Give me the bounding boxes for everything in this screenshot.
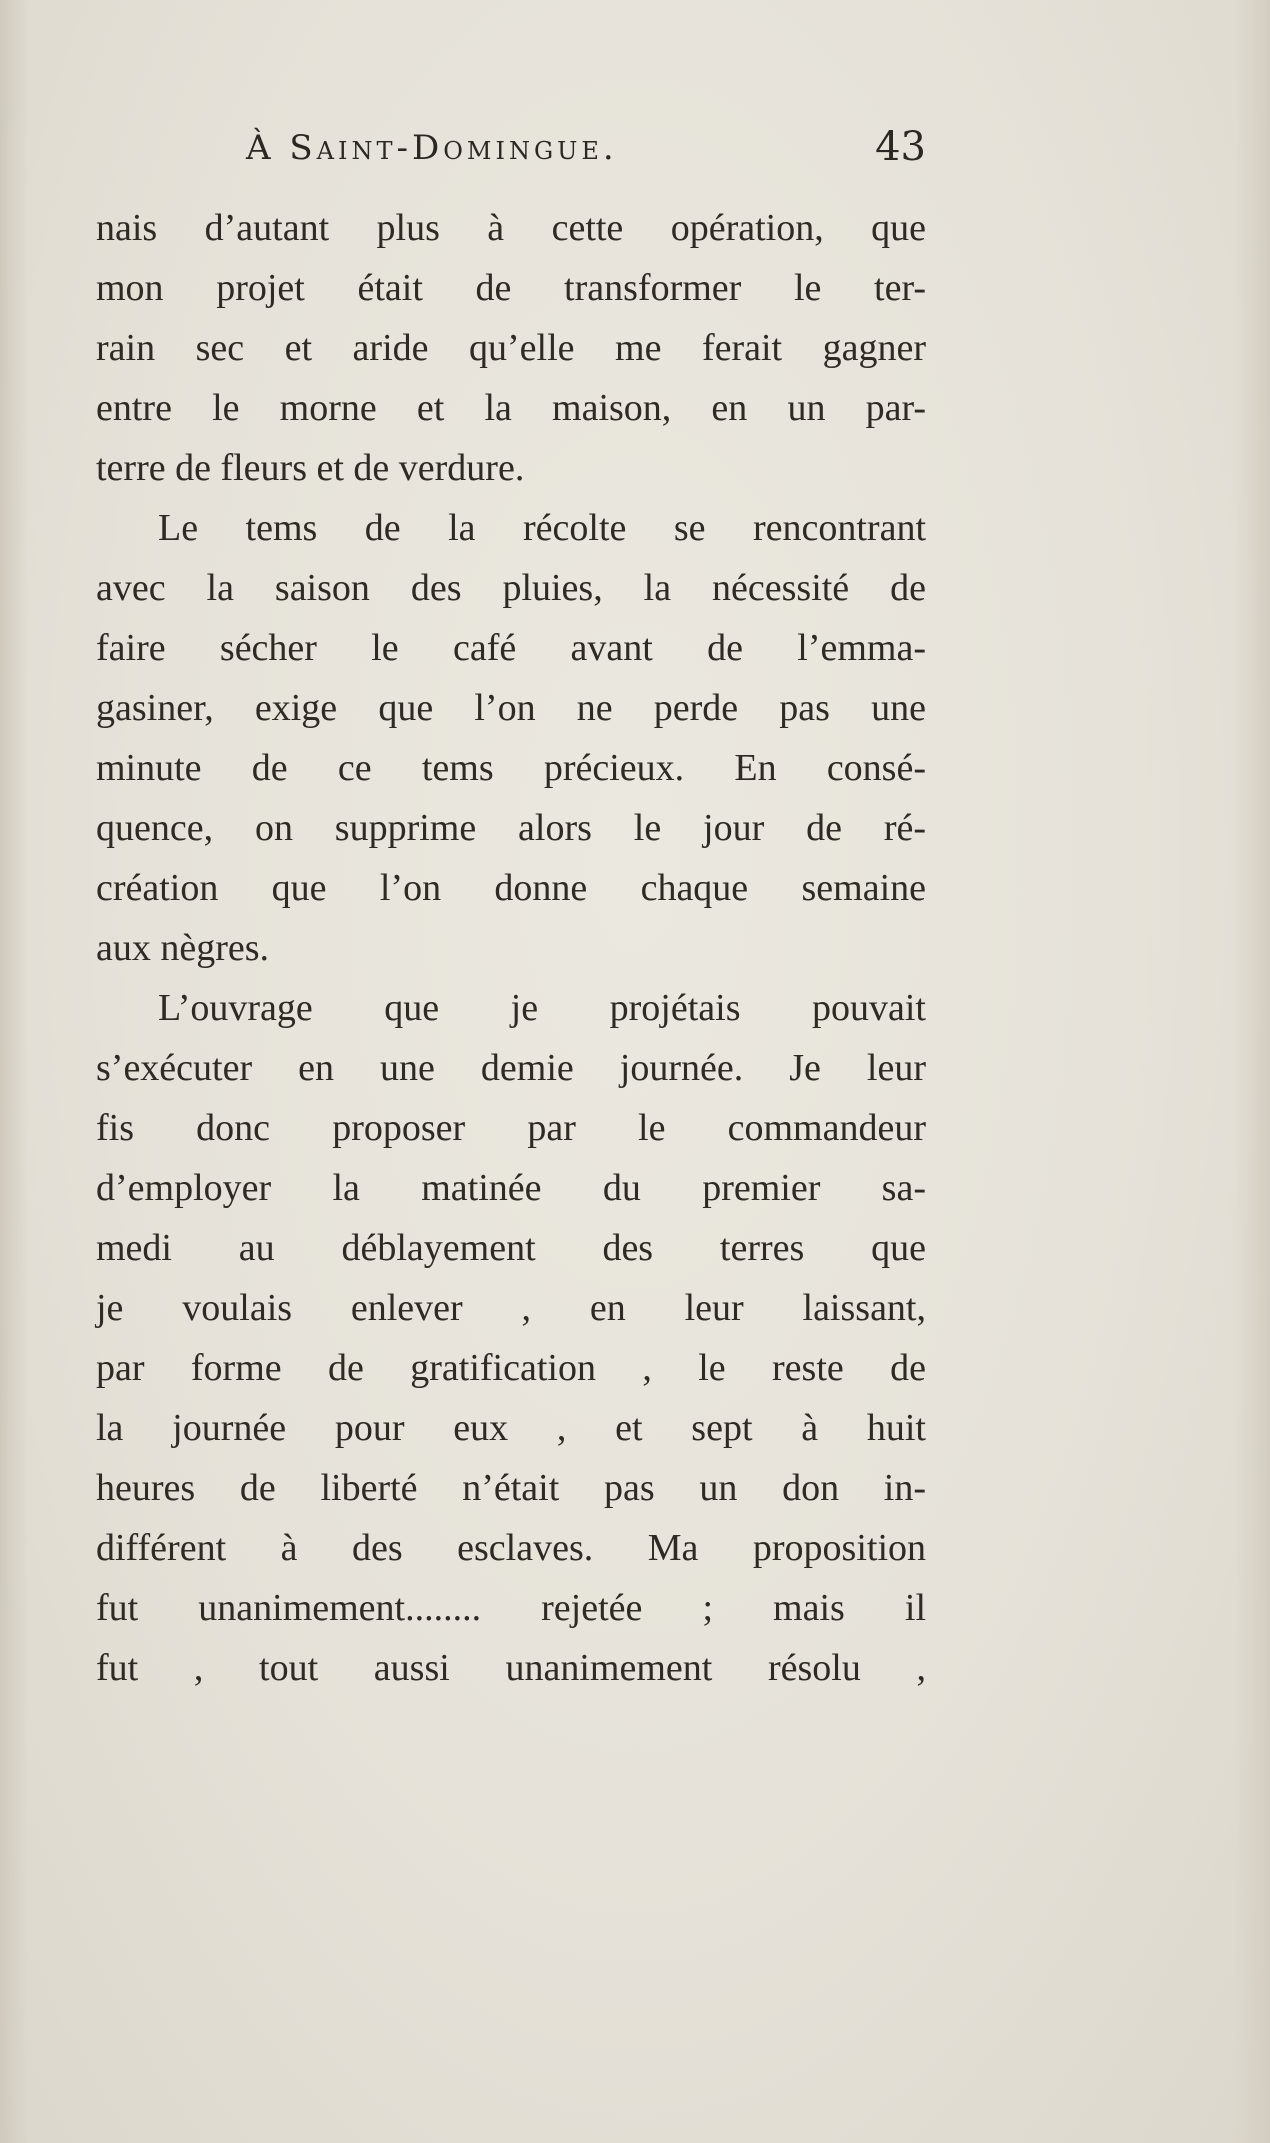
page-edge-shadow-left bbox=[0, 0, 28, 2143]
text-line: fis donc proposer par le commandeur bbox=[96, 1107, 926, 1149]
text-line: heures de liberté n’était pas un don in- bbox=[96, 1467, 926, 1509]
text-line: entre le morne et la maison, en un par- bbox=[96, 387, 926, 429]
page-edge-shadow-right bbox=[1234, 0, 1270, 2143]
page-header bbox=[96, 124, 926, 188]
text-line: mon projet était de transformer le ter- bbox=[96, 267, 926, 309]
text-line: par forme de gratification , le reste de bbox=[96, 1347, 926, 1389]
paragraph-end-line: aux nègres. bbox=[96, 927, 270, 969]
text-line: s’exécuter en une demie journée. Je leur bbox=[96, 1047, 926, 1089]
text-line: medi au déblayement des terres que bbox=[96, 1227, 926, 1269]
text-line: d’employer la matinée du premier sa- bbox=[96, 1167, 926, 1209]
running-title: À Saint-Domingue. bbox=[246, 128, 618, 168]
text-line: nais d’autant plus à cette opération, que bbox=[96, 207, 926, 249]
text-line: la journée pour eux , et sept à huit bbox=[96, 1407, 926, 1449]
text-line: minute de ce tems précieux. En consé- bbox=[96, 747, 926, 789]
page-number: 43 bbox=[875, 124, 926, 170]
paragraph-start-line: Le tems de la récolte se rencontrant bbox=[158, 507, 926, 549]
text-line: faire sécher le café avant de l’emma- bbox=[96, 627, 926, 669]
text-line: fut , tout aussi unanimement résolu , bbox=[96, 1647, 926, 1689]
text-line: rain sec et aride qu’elle me ferait gagner bbox=[96, 327, 926, 369]
paragraph-start-line: L’ouvrage que je projétais pouvait bbox=[158, 987, 926, 1029]
text-line: fut unanimement........ rejetée ; mais il bbox=[96, 1587, 926, 1629]
text-line: quence, on supprime alors le jour de ré- bbox=[96, 807, 926, 849]
text-line: avec la saison des pluies, la nécessité de bbox=[96, 567, 926, 609]
paragraph-end-line: terre de fleurs et de verdure. bbox=[96, 447, 525, 489]
text-line: différent à des esclaves. Ma proposition bbox=[96, 1527, 926, 1569]
text-line: création que l’on donne chaque semaine bbox=[96, 867, 926, 909]
text-line: gasiner, exige que l’on ne perde pas une bbox=[96, 687, 926, 729]
body-text bbox=[96, 198, 926, 1698]
text-line: je voulais enlever , en leur laissant, bbox=[96, 1287, 926, 1329]
